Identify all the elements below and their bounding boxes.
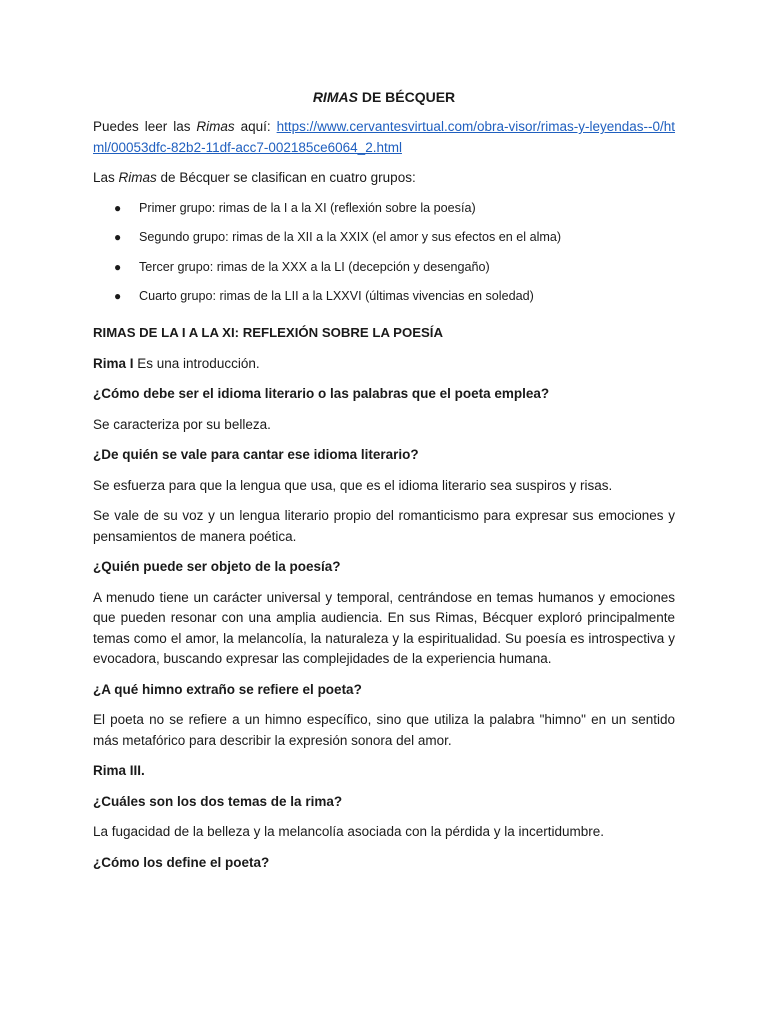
group-text: Tercer grupo: rimas de la XXX a la LI (decepción y desengaño) xyxy=(139,259,490,274)
rima1-paragraph xyxy=(93,354,675,375)
classify-paragraph xyxy=(93,168,675,189)
classify-italic: Rimas xyxy=(118,170,157,185)
bullet-icon: ● xyxy=(114,200,122,215)
question-1: ¿Cómo debe ser el idioma literario o las palabras que el poeta emplea? xyxy=(93,386,550,401)
document-title xyxy=(93,88,675,106)
groups-list xyxy=(93,199,675,306)
question-3: ¿Quién puede ser objeto de la poesía? xyxy=(93,559,341,574)
list-item xyxy=(93,199,675,217)
group-text: Cuarto grupo: rimas de la LII a la LXXVI (últimas vivencias en soledad) xyxy=(139,289,534,303)
answer-4: El poeta no se refiere a un himno específico, sino que utiliza la palabra "himno" en un sentido más metafórico para describir la expresión sonora del amor. xyxy=(93,712,675,748)
rima3-label: Rima III. xyxy=(93,763,145,778)
classify-prefix: Las xyxy=(93,170,119,185)
title-italic: RIMAS xyxy=(312,89,358,105)
intro-suffix: aquí: xyxy=(234,119,277,134)
answer-5: La fugacidad de la belleza y la melancolía asociada con la pérdida y la incertidumbre. xyxy=(93,824,605,839)
list-item xyxy=(93,228,675,246)
intro-paragraph xyxy=(93,117,675,158)
answer-1: Se caracteriza por su belleza. xyxy=(93,416,271,432)
bullet-icon: ● xyxy=(114,289,122,303)
list-item xyxy=(93,258,675,276)
section-heading: RIMAS DE LA I A LA XI: REFLEXIÓN SOBRE LA POESÍA xyxy=(93,325,443,340)
group-text: Primer grupo: rimas de la I a la XI (reflexión sobre la poesía) xyxy=(139,200,476,215)
intro-prefix: Puedes leer las xyxy=(93,119,197,134)
question-6: ¿Cómo los define el poeta? xyxy=(93,854,270,870)
title-rest: DE BÉCQUER xyxy=(357,89,456,105)
rima1-text: Es una introducción. xyxy=(133,355,260,371)
question-4: ¿A qué himno extraño se refiere el poeta? xyxy=(93,681,362,697)
answer-2b: Se vale de su voz y un lengua literario propio del romanticismo para expresar sus emociones y pensamientos de manera poética. xyxy=(93,508,675,544)
answer-3: A menudo tiene un carácter universal y temporal, centrándose en temas humanos y emociones que pueden resonar con una amplia audiencia. En sus Rimas, Bécquer exploró principalmente temas como el amor, la melancolía, la naturaleza y la espiritualidad. Su poesía es introspectiva y evocadora, buscando expresar las complejidades de la experiencia humana. xyxy=(93,589,675,666)
classify-suffix: de Bécquer se clasifican en cuatro grupos: xyxy=(156,170,416,185)
question-2: ¿De quién se vale para cantar ese idioma literario? xyxy=(93,447,419,462)
cervantes-link[interactable]: https://www.cervantesvirtual.com/obra-visor/rimas-y-leyendas--0/html/00053dfc-82b2-11df-acc7-002185ce6064_2.html xyxy=(93,119,676,155)
bullet-icon: ● xyxy=(114,230,122,244)
list-item xyxy=(93,287,675,305)
bullet-icon: ● xyxy=(114,259,122,274)
intro-italic: Rimas xyxy=(196,119,235,134)
group-text: Segundo grupo: rimas de la XII a la XXIX (el amor y sus efectos en el alma) xyxy=(139,230,562,244)
rima1-label: Rima I xyxy=(93,355,134,371)
answer-2a: Se esfuerza para que la lengua que usa, que es el idioma literario sea suspiros y risas. xyxy=(93,477,613,493)
question-5: ¿Cuáles son los dos temas de la rima? xyxy=(93,793,343,809)
